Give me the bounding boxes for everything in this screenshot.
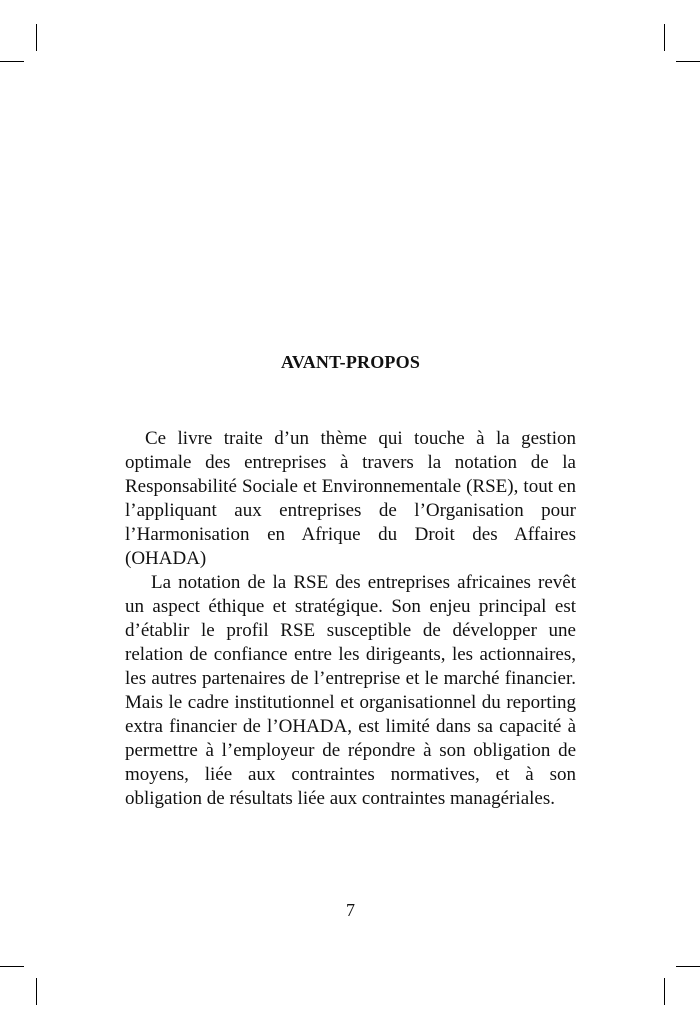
page-title: AVANT-PROPOS	[280, 352, 421, 372]
crop-mark-bottom-right-horizontal	[676, 966, 700, 967]
crop-mark-bottom-left-horizontal	[0, 966, 24, 967]
page-number: 7	[346, 900, 355, 920]
crop-mark-top-left-vertical	[36, 24, 37, 51]
foreword-body	[125, 427, 576, 811]
book-page	[125, 0, 576, 1028]
foreword-paragraph-2: La notation de la RSE des entreprises africaines revêt un aspect éthique et stratégique. Son enjeu principal est d’établir le profil RSE susceptible de développer une relation de confiance entre les dirigeants, les actionnaires, les autres partenaires de l’entreprise et le marché financier. Mais le cadre institutionnel et organisationnel du reporting extra financier de l’OHADA, est limité dans sa capacité à permettre à l’employeur de répondre à son obligation de moyens, liée aux contraintes normatives, et à son obligation de résultats liée aux contraintes managériales.	[125, 572, 576, 809]
crop-mark-top-right-horizontal	[676, 61, 700, 62]
foreword-paragraph-1: Ce livre traite d’un thème qui touche à la gestion optimale des entreprises à travers la notation de la Responsabilité Sociale et Environnementale (RSE), tout en l’appliquant aux entreprises de l’Organisation pour l’Harmonisation en Afrique du Droit des Affaires (OHADA)	[125, 428, 576, 569]
crop-mark-bottom-left-vertical	[36, 978, 37, 1005]
crop-mark-bottom-right-vertical	[664, 978, 665, 1005]
crop-mark-top-left-horizontal	[0, 61, 24, 62]
crop-mark-top-right-vertical	[664, 24, 665, 51]
